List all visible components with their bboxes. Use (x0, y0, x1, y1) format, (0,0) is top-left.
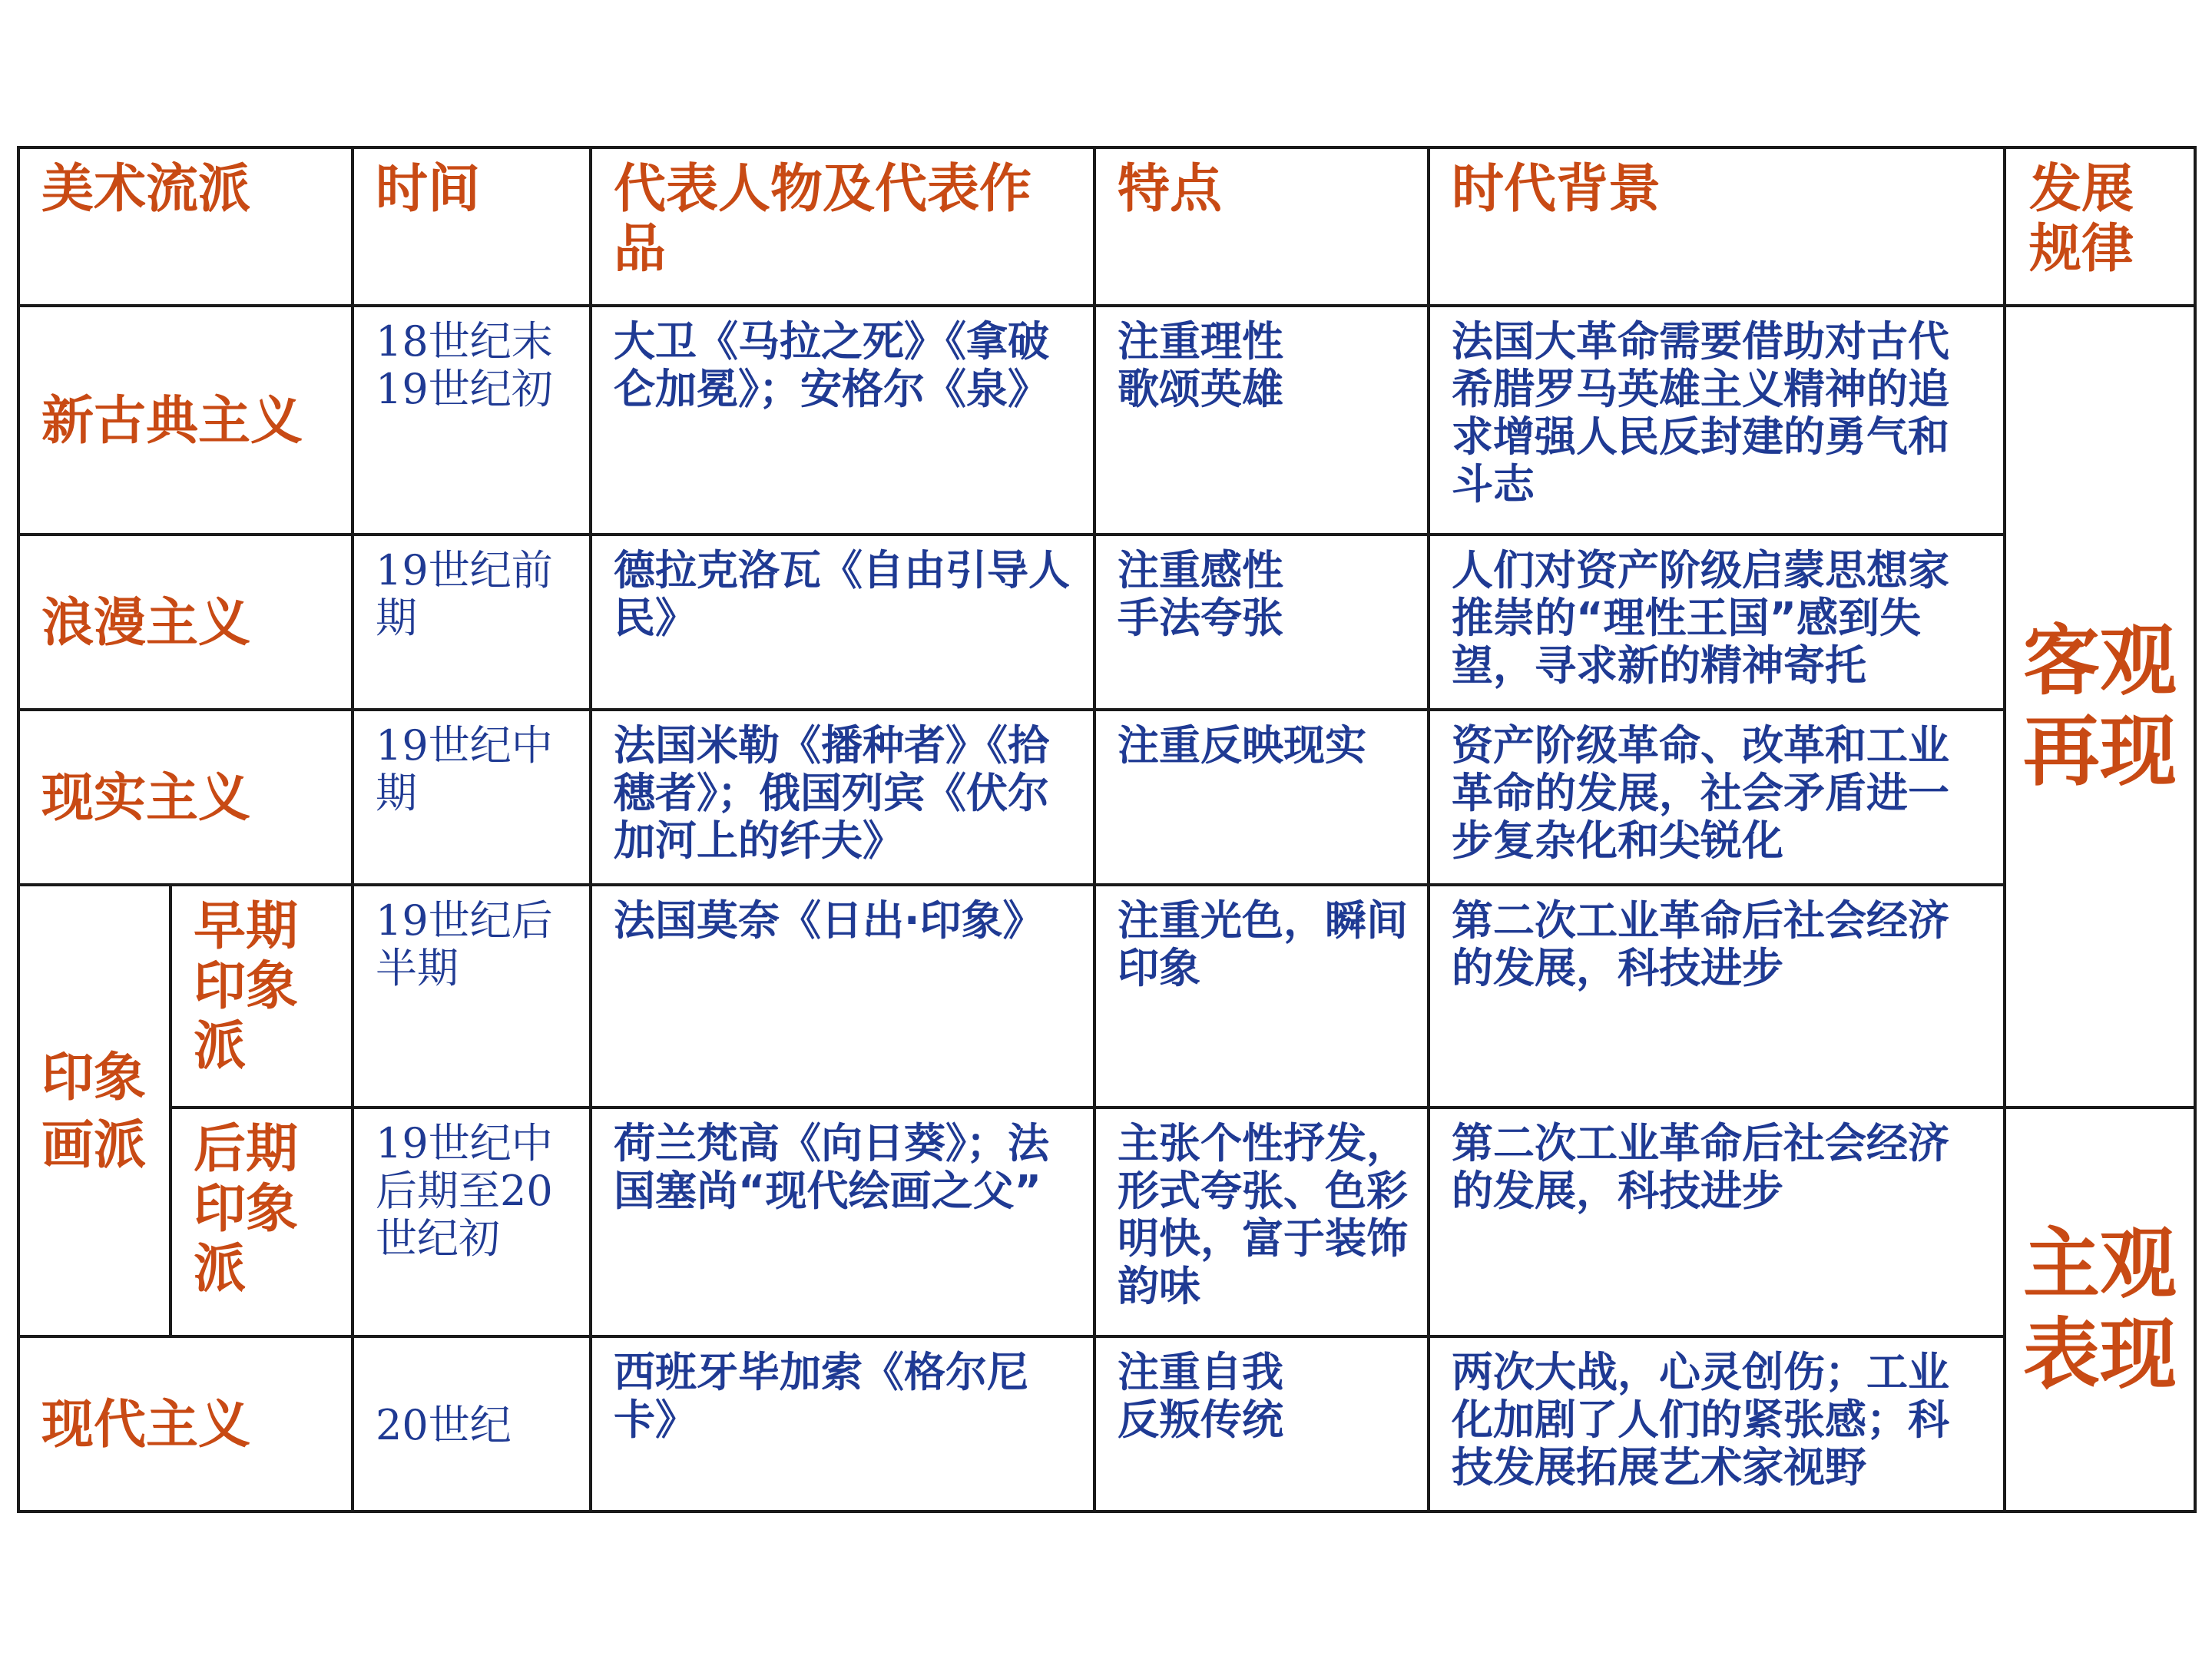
school-name: 现代主义 (18, 1336, 353, 1512)
header-development: 发展规律 (2005, 147, 2195, 306)
table-row-late-impressionism (18, 1108, 2195, 1336)
works-cell: 德拉克洛瓦《自由引导人民》 (591, 535, 1094, 710)
background-cell: 资产阶级革命、改革和工业革命的发展，社会矛盾进一步复杂化和尖锐化 (1429, 710, 2005, 885)
time-cell: 19世纪前期 (353, 535, 591, 710)
features-cell: 注重感性 手法夸张 (1094, 535, 1429, 710)
school-name: 现实主义 (18, 710, 353, 885)
table-row-neoclassicism (18, 306, 2195, 535)
background-cell: 第二次工业革命后社会经济的发展，科技进步 (1429, 885, 2005, 1108)
time-cell: 19世纪后半期 (353, 885, 591, 1108)
time-cell: 19世纪中后期至20世纪初 (353, 1108, 591, 1336)
time-cell: 18世纪末19世纪初 (353, 306, 591, 535)
school-name: 新古典主义 (18, 306, 353, 535)
features-cell: 注重自我 反叛传统 (1094, 1336, 1429, 1512)
header-works: 代表人物及代表作品 (591, 147, 1094, 306)
header-time: 时间 (353, 147, 591, 306)
header-school: 美术流派 (18, 147, 353, 306)
works-cell: 大卫《马拉之死》《拿破仑加冕》；安格尔《泉》 (591, 306, 1094, 535)
school-name: 早期印象派 (171, 885, 353, 1108)
header-background: 时代背景 (1429, 147, 2005, 306)
law-objective (2005, 306, 2195, 1108)
background-cell: 两次大战，心灵创伤；工业化加剧了人们的紧张感；科技发展拓展艺术家视野 (1429, 1336, 2005, 1512)
features-cell: 注重理性 歌颂英雄 (1094, 306, 1429, 535)
table-row-early-impressionism (18, 885, 2195, 1108)
law-subjective (2005, 1108, 2195, 1512)
works-cell: 法国莫奈《日出·印象》 (591, 885, 1094, 1108)
works-cell: 荷兰梵高《向日葵》；法国塞尚“现代绘画之父” (591, 1108, 1094, 1336)
background-cell: 人们对资产阶级启蒙思想家推崇的“理性王国”感到失望，寻求新的精神寄托 (1429, 535, 2005, 710)
table-row-modernism (18, 1336, 2195, 1512)
header-features: 特点 (1094, 147, 1429, 306)
features-cell: 主张个性抒发，形式夸张、色彩明快，富于装饰韵味 (1094, 1108, 1429, 1336)
works-cell: 西班牙毕加索《格尔尼卡》 (591, 1336, 1094, 1512)
school-name: 浪漫主义 (18, 535, 353, 710)
table-row-romanticism (18, 535, 2195, 710)
school-name: 后期印象派 (171, 1108, 353, 1336)
impressionism-group: 印象画派 (18, 885, 171, 1336)
background-cell: 法国大革命需要借助对古代希腊罗马英雄主义精神的追求增强人民反封建的勇气和斗志 (1429, 306, 2005, 535)
features-cell: 注重反映现实 (1094, 710, 1429, 885)
table-row-realism (18, 710, 2195, 885)
time-cell: 20世纪 (353, 1336, 591, 1512)
works-cell: 法国米勒《播种者》《拾穗者》；俄国列宾《伏尔加河上的纤夫》 (591, 710, 1094, 885)
art-schools-table-container (17, 146, 2194, 1513)
art-schools-table (17, 146, 2197, 1513)
header-row (18, 147, 2195, 306)
law-objective-text: 客观再现 (2023, 616, 2177, 796)
features-cell: 注重光色，瞬间印象 (1094, 885, 1429, 1108)
time-cell: 19世纪中期 (353, 710, 591, 885)
background-cell: 第二次工业革命后社会经济的发展，科技进步 (1429, 1108, 2005, 1336)
law-subjective-text: 主观表现 (2023, 1219, 2177, 1399)
